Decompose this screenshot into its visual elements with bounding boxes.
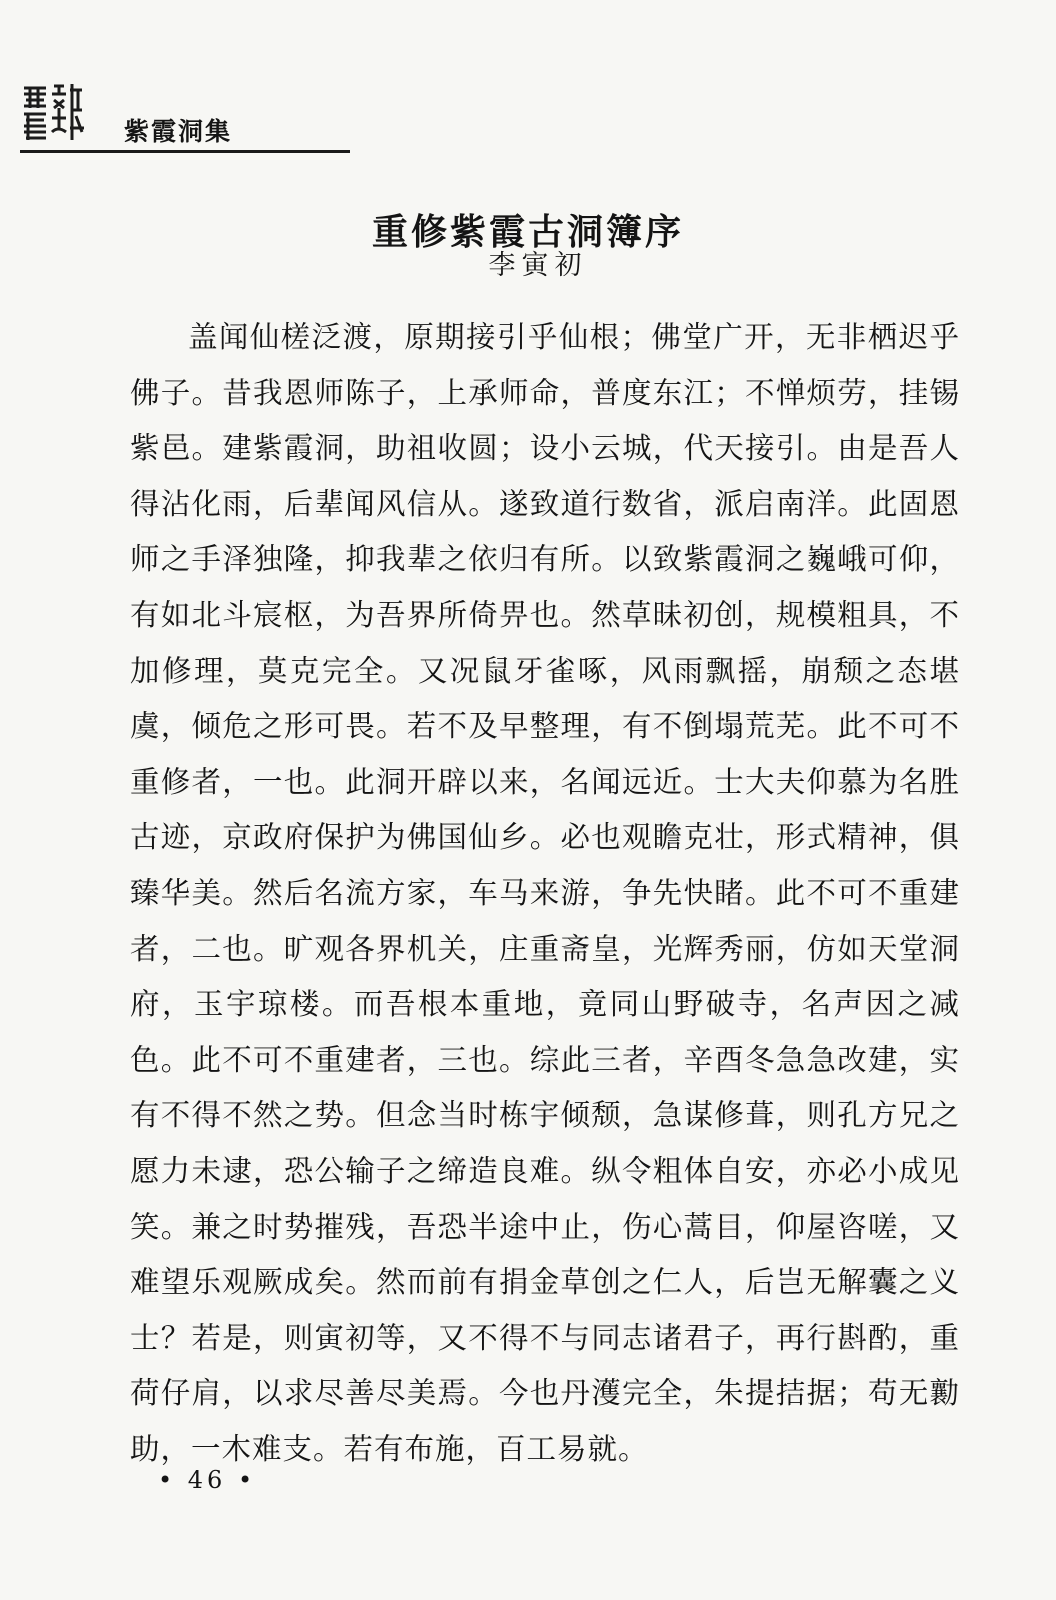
page-number: • 46 • [158, 1466, 257, 1494]
author-name: 李寅初 [488, 250, 588, 281]
header-rule [20, 150, 350, 153]
running-head: 紫霞洞集 [124, 117, 233, 146]
seal-stamp-icon [20, 80, 86, 144]
article-title: 重修紫霞古洞簿序 [371, 211, 684, 254]
body-paragraph: 盖闻仙槎泛渡，原期接引乎仙根；佛堂广开，无非栖迟乎佛子。昔我恩师陈子，上承师命，普度东江；不惮烦劳，挂锡紫邑。建紫霞洞，助祖收圆；设小云城，代天接引。由是吾人得沾化雨，后辈闻风信从。遂致道行数省，派启南洋。此固恩师之手泽独隆，抑我辈之依归有所。以致紫霞洞之巍峨可仰，有如北斗宸枢，为吾界所倚畀也。然草昧初创，规模粗具，不加修理，莫克完全。又况鼠牙雀啄，风雨飘摇，崩颓之态堪虞，倾危之形可畏。若不及早整理，有不倒塌荒芜。此不可不重修者，一也。此洞开辟以来，名闻远近。士大夫仰慕为名胜古迹，京政府保护为佛国仙乡。必也观瞻克壮，形式精神，俱臻华美。然后名流方家，车马来游，争先快睹。此不可不重建者，二也。旷观各界机关，庄重斋皇，光辉秀丽，仿如天堂洞府，玉宇琼楼。而吾根本重地，竟同山野破寺，名声因之减色。此不可不重建者，三也。综此三者，辛酉冬急急改建，实有不得不然之势。但念当时栋宇倾颓，急谋修葺，则孔方兄之愿力未逮，恐公输子之缔造良难。纵令粗体自安，亦必小成见笑。兼之时势摧残，吾恐半途中止，伤心蒿目，仰屋咨嗟，又难望乐观厥成矣。然而前有捐金草创之仁人，后岂无解囊之义士？若是，则寅初等，又不得不与同志诸君子，再行斟酌，重荷仔肩，以求尽善尽美焉。今也丹濩完全，朱提拮据；苟无勷助，一木难支。若有布施，百工易就。 [130, 320, 960, 1466]
